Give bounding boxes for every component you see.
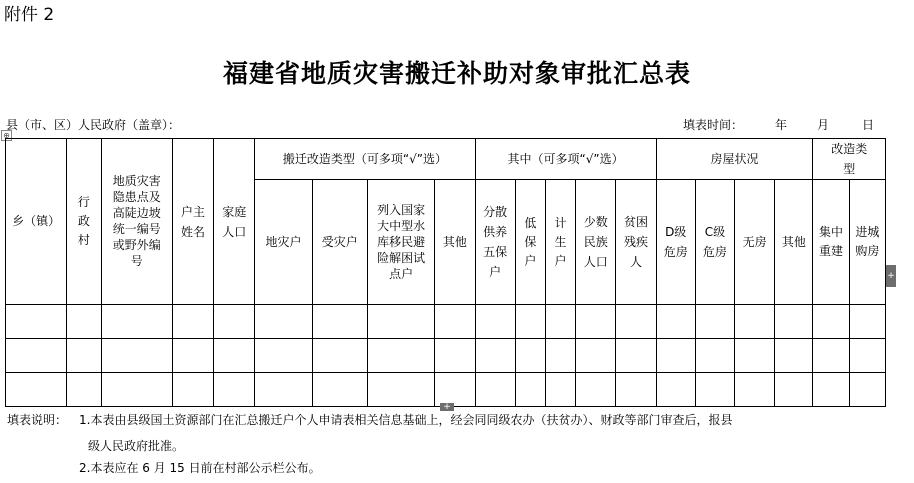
page-title: 福建省地质灾害搬迁补助对象审批汇总表 <box>222 59 691 88</box>
fill-time-label: 填表时间： <box>683 118 744 132</box>
header-dibao: 低保户 <box>515 180 545 305</box>
table-cell[interactable] <box>849 305 885 339</box>
header-reservoir-migrant: 列入国家大中型水库移民避险解困试点户 <box>367 180 434 305</box>
table-cell[interactable] <box>775 305 813 339</box>
table-cell[interactable] <box>545 339 575 373</box>
header-other-relocation: 其他 <box>435 180 475 305</box>
notes-item-2: 2.本表应在 6 月 15 日前在村部公示栏公布。 <box>79 461 321 475</box>
table-cell[interactable] <box>656 339 695 373</box>
table-cell[interactable] <box>367 373 434 407</box>
notes-item-1-line-1: 1.本表由县级国土资源部门在汇总搬迁户个人申请表相关信息基础上，经会同同级农办（扶贫办）、财政等部门审查后，报县 <box>79 413 733 427</box>
table-cell[interactable] <box>475 339 515 373</box>
table-cell[interactable] <box>515 339 545 373</box>
table-cell[interactable] <box>849 339 885 373</box>
header-city-purchase: 进城购房 <box>849 180 885 305</box>
table-cell[interactable] <box>695 339 734 373</box>
table-cell[interactable] <box>475 373 515 407</box>
header-poor-disabled: 贫困残疾人 <box>616 180 656 305</box>
table-cell[interactable] <box>695 373 734 407</box>
table-cell[interactable] <box>214 373 255 407</box>
table-cell[interactable] <box>616 339 656 373</box>
table-cell[interactable] <box>515 305 545 339</box>
table-cell[interactable] <box>67 373 101 407</box>
table-cell[interactable] <box>67 339 101 373</box>
table-cell[interactable] <box>255 339 312 373</box>
add-column-handle-icon[interactable]: + <box>886 265 896 287</box>
table-cell[interactable] <box>312 339 367 373</box>
table-cell[interactable] <box>515 373 545 407</box>
table-cell[interactable] <box>813 339 849 373</box>
table-cell[interactable] <box>312 373 367 407</box>
table-cell[interactable] <box>214 339 255 373</box>
table-cell[interactable] <box>367 339 434 373</box>
table-cell[interactable] <box>576 339 616 373</box>
header-among-them: 其中（可多项“√”选） <box>475 139 656 180</box>
table-cell[interactable] <box>616 373 656 407</box>
table-cell[interactable] <box>813 305 849 339</box>
table-cell[interactable] <box>172 339 213 373</box>
header-wubao: 分散供养五保户 <box>475 180 515 305</box>
table-cell[interactable] <box>616 305 656 339</box>
table-cell[interactable] <box>214 305 255 339</box>
table-cell[interactable] <box>367 305 434 339</box>
header-centralized: 集中重建 <box>813 180 849 305</box>
header-no-house: 无房 <box>735 180 775 305</box>
table-cell[interactable] <box>435 373 475 407</box>
table-cell[interactable] <box>255 373 312 407</box>
header-jisheng: 计生户 <box>545 180 575 305</box>
table-move-handle-icon[interactable]: ⊕ <box>1 130 12 141</box>
county-label: 县（市、区）人民政府（盖章）： <box>6 118 181 132</box>
header-head-name: 户主姓名 <box>172 139 213 305</box>
table-cell[interactable] <box>735 305 775 339</box>
header-d-level: D级危房 <box>656 180 695 305</box>
table-cell[interactable] <box>435 339 475 373</box>
table-cell[interactable] <box>656 305 695 339</box>
table-cell[interactable] <box>475 305 515 339</box>
table-cell[interactable] <box>172 373 213 407</box>
table-cell[interactable] <box>735 373 775 407</box>
header-housing-status: 房屋状况 <box>656 139 813 180</box>
table-cell[interactable] <box>656 373 695 407</box>
header-hazard-id: 地质灾害隐患点及高陡边坡统一编号或野外编号 <box>101 139 172 305</box>
table-cell[interactable] <box>545 373 575 407</box>
header-township: 乡（镇） <box>6 139 67 305</box>
table-cell[interactable] <box>255 305 312 339</box>
header-c-level: C级危房 <box>695 180 734 305</box>
table-cell[interactable] <box>576 305 616 339</box>
table-cell[interactable] <box>67 305 101 339</box>
summary-table <box>5 138 886 407</box>
table-cell[interactable] <box>695 305 734 339</box>
table-cell[interactable] <box>6 339 67 373</box>
table-cell[interactable] <box>545 305 575 339</box>
table-cell[interactable] <box>101 305 172 339</box>
table-cell[interactable] <box>101 339 172 373</box>
table-cell[interactable] <box>735 339 775 373</box>
table-cell[interactable] <box>576 373 616 407</box>
header-disaster-household: 地灾户 <box>255 180 312 305</box>
header-other-house: 其他 <box>775 180 813 305</box>
table-row <box>6 339 886 373</box>
header-affected-household: 受灾户 <box>312 180 367 305</box>
add-row-handle-icon[interactable]: + <box>440 403 454 411</box>
notes-item-1-line-2: 级人民政府批准。 <box>88 439 185 453</box>
header-village: 行政村 <box>67 139 101 305</box>
attachment-label: 附件 2 <box>4 5 55 25</box>
table-cell[interactable] <box>775 339 813 373</box>
table-cell[interactable] <box>101 373 172 407</box>
table-cell[interactable] <box>6 373 67 407</box>
table-cell[interactable] <box>172 305 213 339</box>
table-row <box>6 305 886 339</box>
table-cell[interactable] <box>435 305 475 339</box>
fill-time-year: 年 <box>775 118 788 132</box>
header-family-pop: 家庭人口 <box>214 139 255 305</box>
fill-time-month: 月 <box>817 118 830 132</box>
table-cell[interactable] <box>813 373 849 407</box>
table-cell[interactable] <box>312 305 367 339</box>
fill-time-day: 日 <box>862 118 875 132</box>
header-relocation-type: 搬迁改造类型（可多项“√”选） <box>255 139 475 180</box>
table-cell[interactable] <box>849 373 885 407</box>
table-cell[interactable] <box>6 305 67 339</box>
header-rebuild-type: 改造类型 <box>813 139 886 180</box>
header-minority: 少数民族人口 <box>576 180 616 305</box>
table-cell[interactable] <box>775 373 813 407</box>
notes-label: 填表说明： <box>7 413 68 427</box>
